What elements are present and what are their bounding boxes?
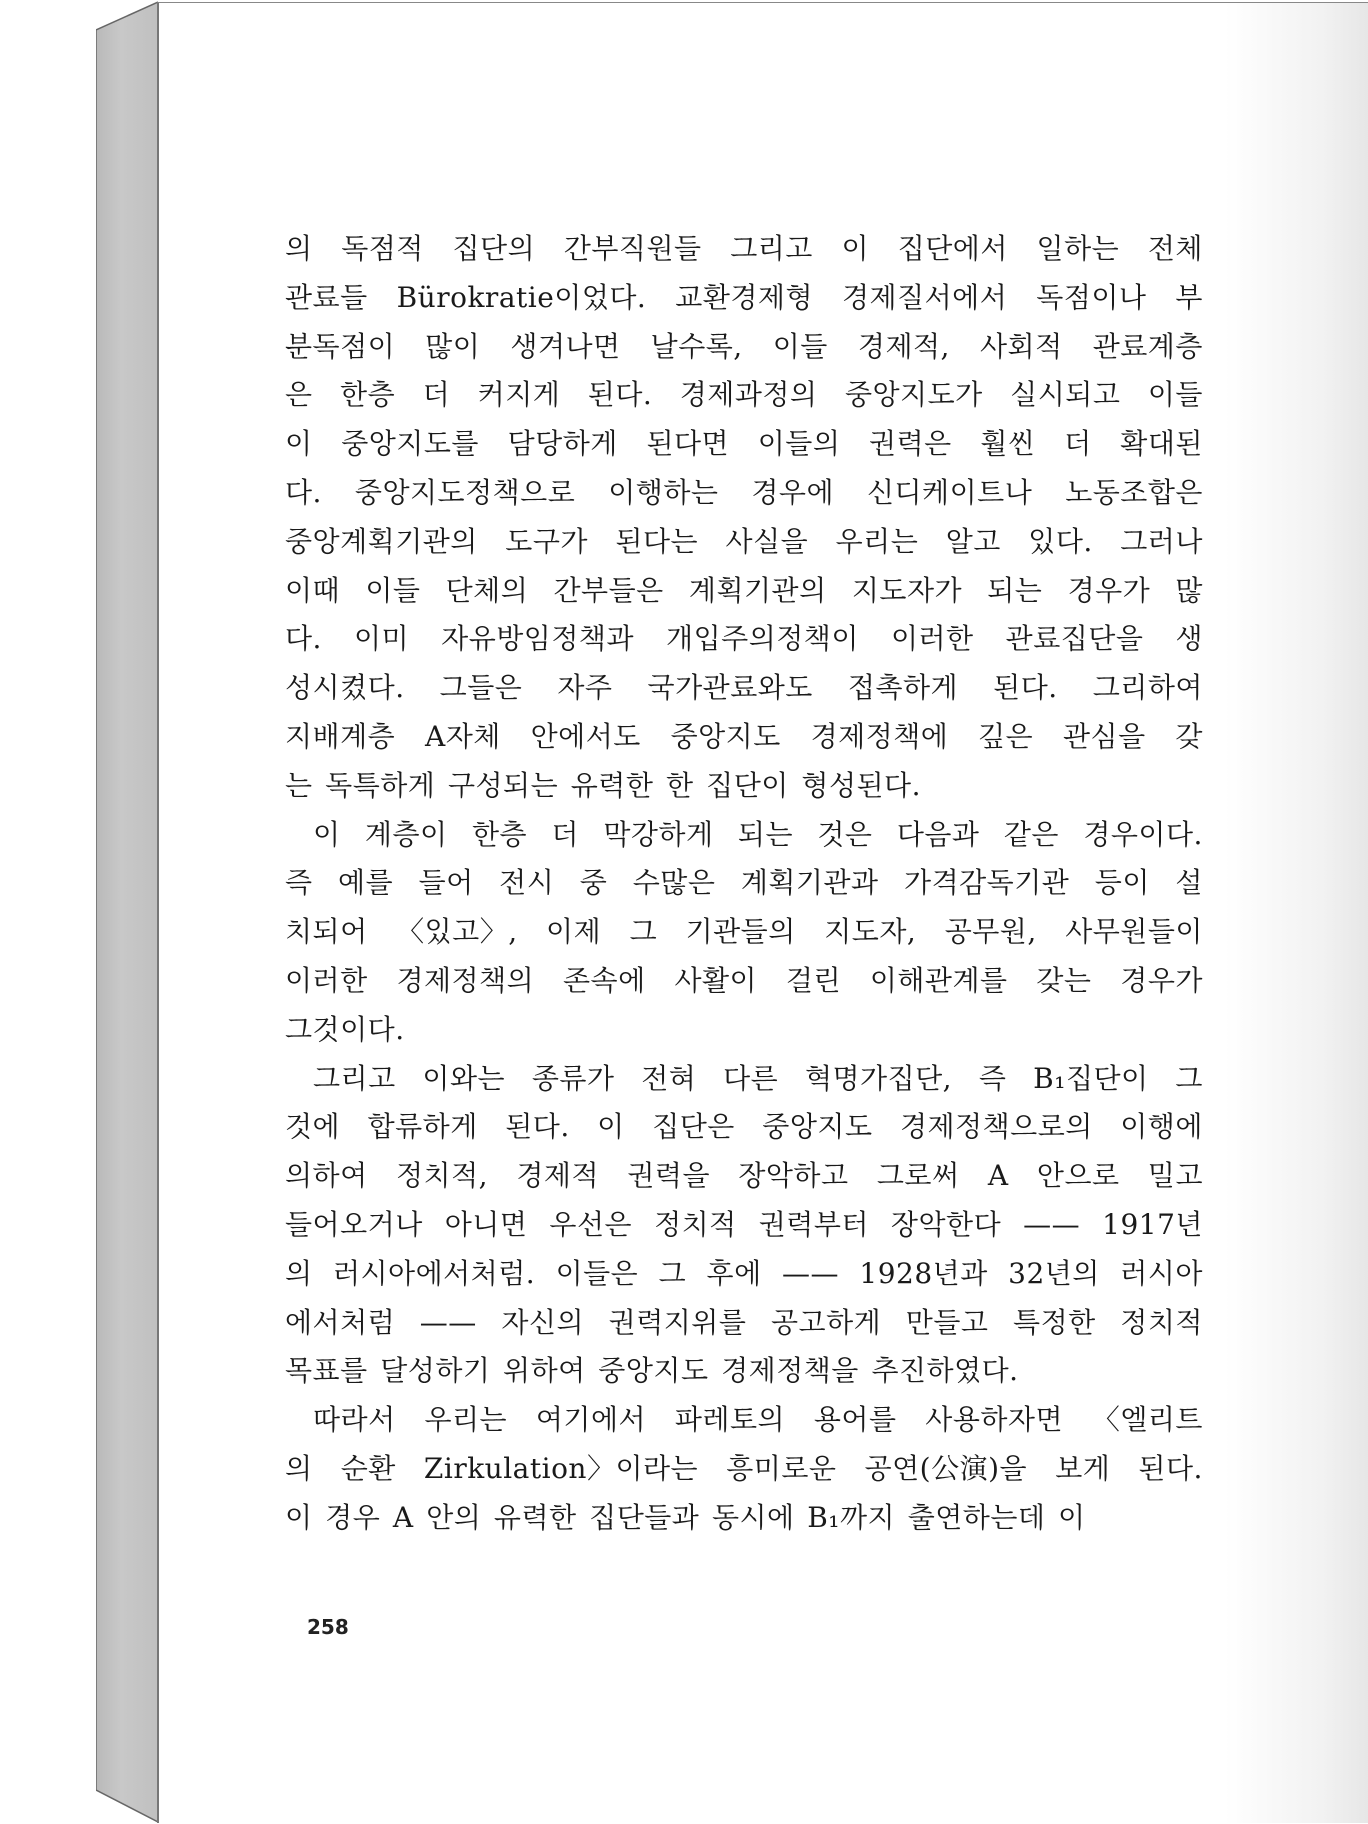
paragraph xyxy=(285,225,1203,811)
text-line: 의 순환 Zirkulation〉이라는 흥미로운 공연(公演)을 보게 된다. xyxy=(285,1451,1203,1485)
text-line: 에서처럼 —— 자신의 권력지위를 공고하게 만들고 특정한 정치적 xyxy=(285,1305,1203,1339)
text-line: 는 독특하게 구성되는 유력한 한 집단이 형성된다. xyxy=(285,768,921,802)
text-line: 다. 이미 자유방임정책과 개입주의정책이 이러한 관료집단을 생 xyxy=(285,622,1203,656)
text-line: 은 한층 더 커지게 된다. 경제과정의 중앙지도가 실시되고 이들 xyxy=(285,378,1203,412)
text-line: 치되어 〈있고〉, 이제 그 기관들의 지도자, 공무원, 사무원들이 xyxy=(285,915,1203,949)
text-line: 분독점이 많이 생겨나면 날수록, 이들 경제적, 사회적 관료계층 xyxy=(285,329,1203,363)
text-line: 이러한 경제정책의 존속에 사활이 걸린 이해관계를 갖는 경우가 xyxy=(285,963,1203,997)
text-line: 이 계층이 한층 더 막강하게 되는 것은 다음과 같은 경우이다. xyxy=(313,817,1203,851)
text-line: 이 경우 A 안의 유력한 집단들과 동시에 B₁까지 출연하는데 이 xyxy=(285,1500,1086,1534)
text-line: 그것이다. xyxy=(285,1012,405,1046)
text-line: 이 중앙지도를 담당하게 된다면 이들의 권력은 훨씬 더 확대된 xyxy=(285,427,1203,461)
page-number: 258 xyxy=(307,1615,349,1639)
text-line: 것에 합류하게 된다. 이 집단은 중앙지도 경제정책으로의 이행에 xyxy=(285,1110,1203,1144)
paragraph xyxy=(285,811,1203,1055)
text-line: 중앙계획기관의 도구가 된다는 사실을 우리는 알고 있다. 그러나 xyxy=(285,524,1203,558)
book-page xyxy=(157,2,1368,1823)
text-line: 관료들 Bürokratie이었다. 교환경제형 경제질서에서 독점이나 부 xyxy=(285,280,1203,314)
text-line: 따라서 우리는 여기에서 파레토의 용어를 사용하자면 〈엘리트 xyxy=(313,1403,1203,1437)
text-line: 의 러시아에서처럼. 이들은 그 후에 —— 1928년과 32년의 러시아 xyxy=(285,1256,1203,1290)
text-line: 성시켰다. 그들은 자주 국가관료와도 접촉하게 된다. 그리하여 xyxy=(285,671,1203,705)
text-line: 그리고 이와는 종류가 전혀 다른 혁명가집단, 즉 B₁집단이 그 xyxy=(313,1061,1203,1095)
body-text xyxy=(285,225,1203,1543)
text-line: 의 독점적 집단의 간부직원들 그리고 이 집단에서 일하는 전체 xyxy=(285,232,1203,265)
text-line: 즉 예를 들어 전시 중 수많은 계획기관과 가격감독기관 등이 설 xyxy=(285,866,1203,900)
paragraph xyxy=(285,1055,1203,1397)
text-line: 이때 이들 단체의 간부들은 계획기관의 지도자가 되는 경우가 많 xyxy=(285,573,1203,607)
text-line: 목표를 달성하기 위하여 중앙지도 경제정책을 추진하였다. xyxy=(285,1354,1019,1388)
text-line: 지배계층 A자체 안에서도 중앙지도 경제정책에 깊은 관심을 갖 xyxy=(285,719,1203,753)
text-line: 다. 중앙지도정책으로 이행하는 경우에 신디케이트나 노동조합은 xyxy=(285,475,1203,509)
paragraph xyxy=(285,1396,1203,1542)
text-line: 의하여 정치적, 경제적 권력을 장악하고 그로써 A 안으로 밀고 xyxy=(285,1159,1203,1193)
text-line: 들어오거나 아니면 우선은 정치적 권력부터 장악한다 —— 1917년 xyxy=(285,1207,1203,1241)
book-spine xyxy=(96,0,158,1824)
